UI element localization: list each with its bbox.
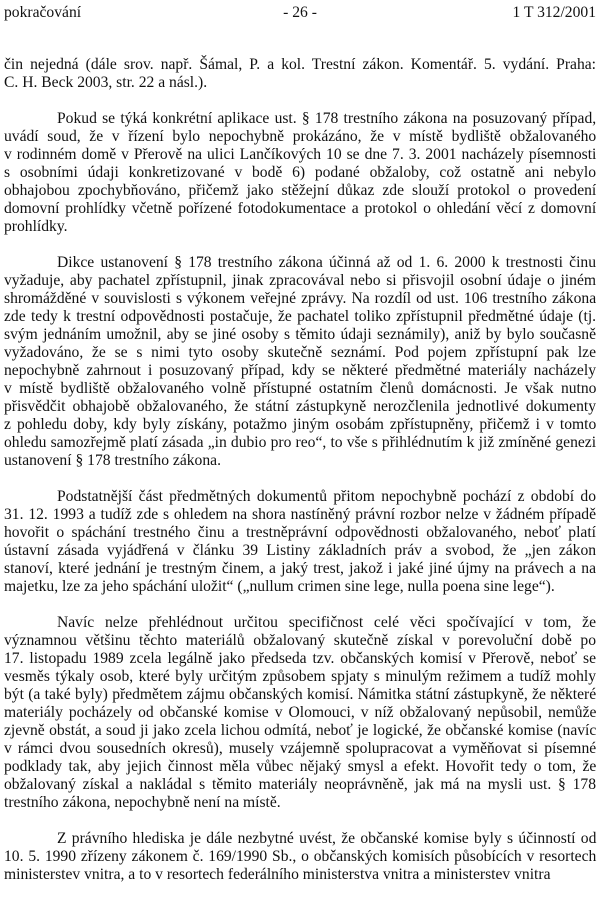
text-line: v místě bydliště obžalovaného volně přístupné ostatním členů domácnosti. Je však nutno [4,380,597,397]
paragraph [4,254,596,470]
text-line: Z právního hlediska je dále nezbytné uvést, že občanské komise byly s účinností od [57,830,597,847]
text-line: vyžaduje, aby pachatel zpřístupnil, jinak zpracovával nebo si přisvojil osobní údaje o jiném [4,272,596,289]
text-line: významnou většinu těchto materiálů obžalovaný skutečně získal v porevoluční době po [4,632,596,649]
paragraph [4,830,596,884]
text-line: ohledu samozřejmě platí zásada „in dubio pro reo“, to vše s přihlédnutím k již zmíněné genezi [4,434,597,451]
paragraph-gap [4,236,596,254]
text-line: prohlídky. [4,218,68,235]
text-line: domovní prohlídky včetně pořízené fotodokumentace a protokol o ohledání věcí z domovní [4,200,597,217]
text-line: čin nejedná (dále srov. např. Šámal, P. a kol. Trestní zákon. Komentář. 5. vydání. Praha: [4,56,596,73]
text-line: hovořit o spáchání trestného činu a trestněprávní odpovědnosti obžalovaného, neboť platí [4,524,596,541]
text-line: ústavní zásada vyjádřená v článku 39 Listiny základních práv a svobod, že „jen zákon [4,542,597,559]
page-number: - 26 - [283,4,317,21]
text-line: obžalovaný získal a nakládal s těmito materiály neoprávněně, jak má na mysli ust. § 178 [4,776,596,793]
paragraph-gap [4,92,596,110]
text-line: přisvědčit obhajobě obžalovaného, že státní zástupkyně nerozčlenila jednotlivé dokumenty [4,398,596,415]
text-line: Dikce ustanovení § 178 trestního zákona účinná až od 1. 6. 2000 k trestnosti činu [57,254,596,271]
case-number: 1 T 312/2001 [512,4,596,21]
text-line: stanoví, které jednání je trestným činem, a jaký trest, jakož i jaké jiné újmy na právech a na [4,560,596,577]
text-line: C. H. Beck 2003, str. 22 a násl.). [4,74,208,91]
text-line: být (a také byly) předmětem zájmu občanských komisí. Námitka státní zástupkyně, že některé [4,686,597,703]
paragraph [4,56,596,92]
document-body [4,56,596,884]
text-line: obhajobou zpochybňováno, přičemž jako stěžejní důkaz zde slouží protokol o provedení [4,182,597,199]
text-line: majetku, lze za jeho spáchání uložit“ („nullum crimen sine lege, nulla poena sine lege“). [4,578,555,595]
paragraph-gap [4,812,596,830]
text-line: podklady tak, aby jejich činnost měla vůbec nějaký smysl a efekt. Hovořit tedy o tom, že [4,758,597,775]
spacer [4,22,596,56]
text-line: z pohledu doby, kdy byly získány, potažmo jiným osobám zpřístupněny, přičemž i v tomto [4,416,597,433]
text-line: ustanovení § 178 trestního zákona. [4,452,221,469]
text-line: trestního zákona, nepochybně není na místě. [4,794,281,811]
text-line: zjevně obstát, a soud ji jako zcela lichou odmítá, neboť je logické, že občanské komise (navíc [4,722,597,739]
text-line: nepochybně zahrnout i posuzovaný případ, kdy se některé předmětné materiály nacházely [4,362,596,379]
text-line: Navíc nelze přehlédnout určitou specifičnost celé věci spočívající v tom, že [57,614,596,631]
header-continuation-label: pokračování [4,4,82,21]
text-line: vesměs týkaly osob, které byly určitým způsobem spjaty s minulým režimem a tudíž mohly [4,668,596,685]
text-line: materiály pocházely od občanské komise v Olomouci, v níž obžalovaný nepůsobil, nemůže [4,704,597,721]
text-line: 17. listopadu 1989 zcela legálně jako předseda tzv. občanských komisí v Přerově, neboť se [4,650,596,667]
page-header [4,4,596,22]
document-page [4,0,596,884]
text-line: zde tedy k trestní odpovědnosti postačuje, že pachatel toliko zpřístupnil předmětné údaje (tj. [4,308,597,325]
paragraph-gap [4,470,596,488]
text-line: vyžadováno, že se s nimi tyto osoby skutečně seznámí. Pod pojem zpřístupní pak lze [4,344,596,361]
paragraph [4,614,596,812]
paragraph [4,110,596,236]
text-line: svým jednáním umožnil, aby se jiné osoby s těmito údaji seznámily), aniž by bylo současně [4,326,596,343]
text-line: 31. 12. 1993 a tudíž zde s ohledem na shora nastíněný právní rozbor nelze v žádném případě [4,506,596,523]
text-line: Pokud se týká konkrétní aplikace ust. § 178 trestního zákona na posuzovaný případ, [57,110,597,127]
text-line: s osobními údaji konkretizované v bodě 6) podané obžaloby, což ostatně ani nebylo [4,164,596,181]
text-line: 10. 5. 1990 zřízeny zákonem č. 169/1990 Sb., o občanských komisích působících v resortech [4,848,597,865]
text-line: v rámci dvou sousedních okresů), musely vzájemně spolupracovat a vyměňovat si písemné [4,740,597,757]
text-line: Podstatnější část předmětných dokumentů přitom nepochybně pochází z období do [57,488,596,505]
paragraph-gap [4,596,596,614]
text-line: uvádí soud, že v řízení bylo nepochybně prokázáno, že v místě bydliště obžalovaného [4,128,597,145]
text-line: shromážděné v souvislosti s výkonem veřejné zprávy. Na rozdíl od ust. 106 trestního zákona [4,290,597,307]
text-line: ministerstev vnitra, a to v resortech federálního ministerstva vnitra a ministerstev vnitra [4,866,551,883]
text-line: v rodinném domě v Přerově na ulici Lančíkových 10 se dne 7. 3. 2001 nacházely písemnosti [4,146,597,163]
paragraph [4,488,596,596]
